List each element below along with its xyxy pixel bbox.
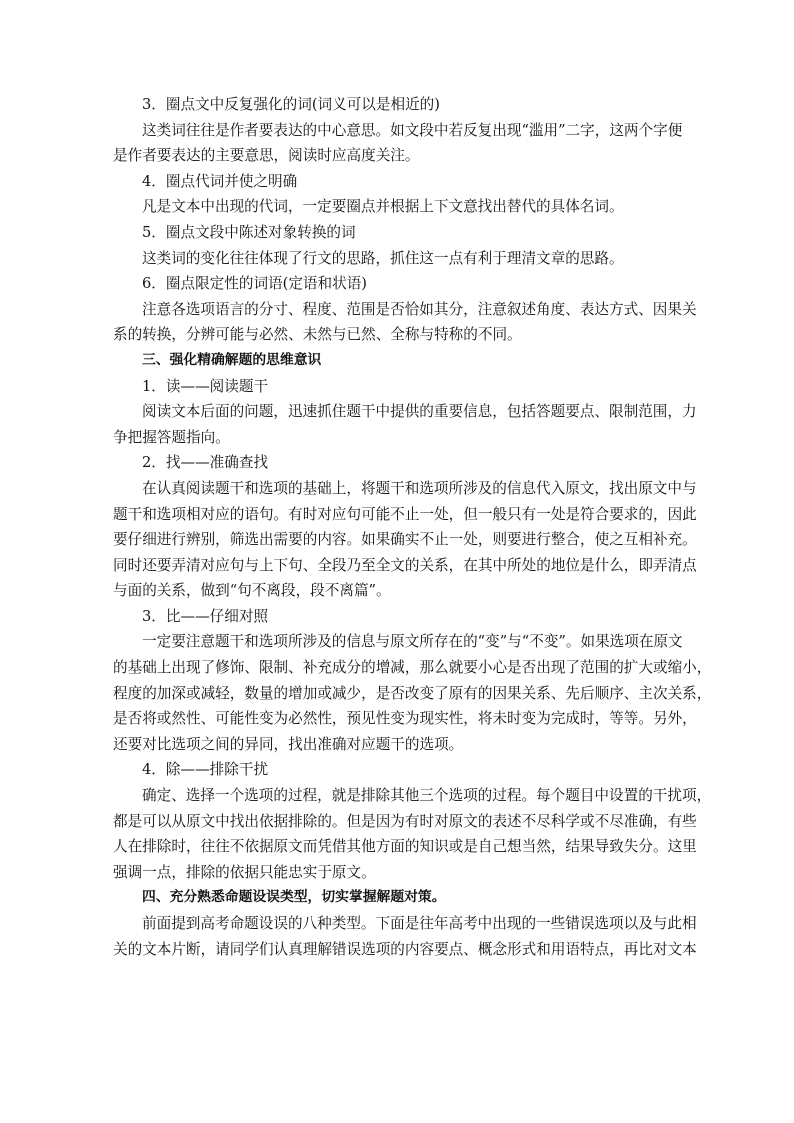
- subheading: [113, 604, 683, 630]
- text-line: 5．圈点文段中陈述对象转换的词: [142, 223, 356, 241]
- section-heading: [113, 348, 683, 374]
- paragraph: [113, 399, 697, 450]
- section-heading: [113, 885, 683, 911]
- subheading: [113, 92, 683, 118]
- text-line: 要仔细进行辨别，筛选出需要的内容。如果确实不止一处，则要进行整合，使之互相补充。: [113, 531, 697, 549]
- text-line: 这类词的变化往往体现了行文的思路，抓住这一点有利于理清文章的思路。: [142, 249, 624, 267]
- subheading: [113, 757, 683, 783]
- text-line: 与面的关系，做到“句不离段，段不离篇”。: [113, 582, 391, 600]
- text-line: 人在排除时，往往不依据原文而凭借其他方面的知识或是自己想当然，结果导致失分。这里: [113, 838, 697, 856]
- text-line: 的基础上出现了修饰、限制、补充成分的增减，那么就要小心是否出现了范围的扩大或缩小，: [113, 659, 712, 677]
- text-line: 系的转换，分辨可能与必然、未然与已然、全称与特称的不同。: [113, 326, 522, 344]
- text-line: 四、充分熟悉命题设误类型，切实掌握解题对策。: [142, 889, 446, 906]
- text-line: 一定要注意题干和选项所涉及的信息与原文所存在的“变”与“不变”。如果选项在原文: [142, 633, 683, 651]
- text-line: 争把握答题指向。: [113, 428, 230, 446]
- document-page: [113, 92, 712, 962]
- paragraph: [113, 118, 683, 169]
- paragraph: [113, 911, 697, 962]
- paragraph: [113, 297, 697, 348]
- text-line: 这类词往往是作者要表达的中心意思。如文段中若反复出现“滥用”二字，这两个字便: [142, 121, 683, 139]
- text-line: 确定、选择一个选项的过程，就是排除其他三个选项的过程。每个题目中设置的干扰项，: [142, 787, 712, 805]
- text-line: 注意各选项语言的分寸、程度、范围是否恰如其分，注意叙述角度、表达方式、因果关: [142, 300, 697, 318]
- text-line: 还要对比选项之间的异同，找出准确对应题干的选项。: [113, 735, 464, 753]
- text-line: 凡是文本中出现的代词，一定要圈点并根据上下文意找出替代的具体名词。: [142, 198, 624, 216]
- text-line: 6．圈点限定性的词语(定语和状语): [142, 275, 367, 293]
- subheading: [113, 450, 683, 476]
- text-line: 4．除——排除干扰: [142, 761, 269, 779]
- text-line: 1．读——阅读题干: [142, 377, 269, 395]
- subheading: [113, 169, 683, 195]
- text-line: 是作者要表达的主要意思，阅读时应高度关注。: [113, 147, 420, 165]
- text-line: 2．找——准确查找: [142, 454, 269, 472]
- text-line: 都是可以从原文中找出依据排除的。但是因为有时对原文的表述不尽科学或不尽准确，有些: [113, 812, 697, 830]
- text-line: 3．比——仔细对照: [142, 607, 269, 625]
- subheading: [113, 220, 683, 246]
- text-line: 在认真阅读题干和选项的基础上，将题干和选项所涉及的信息代入原文，找出原文中与: [142, 479, 697, 497]
- paragraph: [113, 194, 683, 220]
- text-line: 4．圈点代词并使之明确: [142, 172, 298, 190]
- text-line: 程度的加深或减轻，数量的增加或减少，是否改变了原有的因果关系、先后顺序、主次关系，: [113, 684, 712, 702]
- paragraph: [113, 246, 683, 272]
- text-line: 阅读文本后面的问题，迅速抓住题干中提供的重要信息，包括答题要点、限制范围，力: [142, 403, 697, 421]
- text-line: 同时还要弄清对应句与上下句、全段乃至全文的关系，在其中所处的地位是什么，即弄清点: [113, 556, 697, 574]
- text-line: 是否将或然性、可能性变为必然性，预见性变为现实性，将未时变为完成时，等等。另外，: [113, 710, 697, 728]
- subheading: [113, 374, 683, 400]
- text-line: 三、强化精确解题的思维意识: [142, 351, 322, 368]
- subheading: [113, 271, 683, 297]
- text-line: 前面提到高考命题设误的八种类型。下面是往年高考中出现的一些错误选项以及与此相: [142, 915, 697, 932]
- text-line: 强调一点，排除的依据只能忠实于原文。: [113, 863, 376, 881]
- text-line: 题干和选项相对应的语句。有时对应句可能不止一处，但一般只有一处是符合要求的，因此: [113, 505, 697, 523]
- text-line: 关的文本片断，请同学们认真理解错误选项的内容要点、概念形式和用语特点，再比对文本: [113, 940, 697, 958]
- paragraph: [113, 476, 697, 604]
- paragraph: [113, 629, 712, 757]
- paragraph: [113, 783, 712, 885]
- text-line: 3．圈点文中反复强化的词(词义可以是相近的): [142, 96, 440, 113]
